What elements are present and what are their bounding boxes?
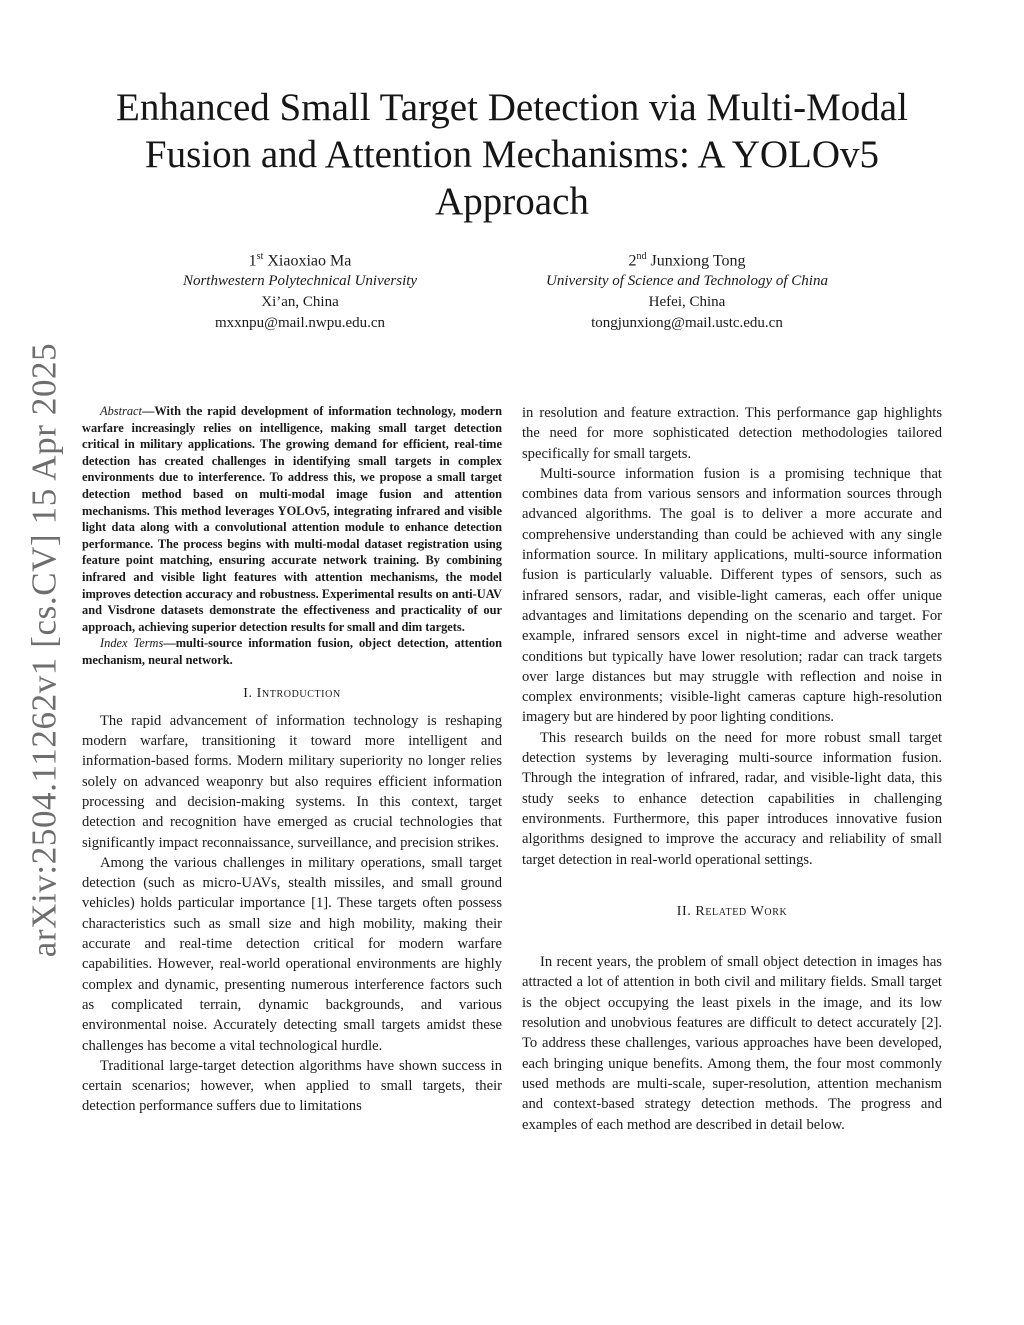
intro-paragraph-2: Among the various challenges in military operations, small target detection (such as micro-UAVs, stealth missiles, and small ground vehicles) holds particular importance [1]. These targets often possess characteristics such as small size and high mobility, making their accurate and real-time detection critical for modern warfare capabilities. However, real-world operational environments are highly complex and dynamic, presenting numerous interference factors such as complicated terrain, dynamic backgrounds, and various environmental noise. Accurately detecting small targets amidst these challenges has become a vital technological hurdle. [82, 854, 502, 1054]
index-terms: Index Terms—multi-source information fusion, object detection, attention mechanism, neural network. [82, 636, 502, 667]
intro-paragraph-4: Multi-source information fusion is a promising technique that combines data from various sensors and information sources through advanced algorithms. The goal is to deliver a more accurate and comprehensive understanding than could be achieved with any single information source. In military applications, multi-source information fusion is particularly valuable. Different types of sensors, such as infrared sensors, radar, and visible-light cameras, each offer unique advantages and limitations depending on the scenario and target. For example, infrared sensors excel in night-time and adverse weather conditions but typically have lower resolution; radar can track targets over large distances but may struggle with reflection and noise in complex environments; visible-light cameras capture high-resolution imagery but are hindered by poor lighting conditions. [522, 465, 942, 726]
intro-paragraph-5: This research builds on the need for more robust small target detection systems by leveraging multi-source information fusion. Through the integration of infrared, radar, and visible-light data, this study seeks to enhance detection capabilities in challenging environments. Furthermore, this paper introduces innovative fusion algorithms designed to improve the accuracy and reliability of small target detection in real-world operational settings. [522, 729, 942, 868]
author-name-line: 1st Xiaoxiao Ma [248, 251, 352, 270]
abstract: Abstract—With the rapid development of information technology, modern warfare increasingly relies on intelligence, making small target detection critical in military applications. The growing demand for efficient, real-time detection has created challenges in identifying small targets in complex environments due to interference. To address this, we propose a small target detection method based on multi-modal image fusion and attention mechanisms. This method leverages YOLOv5, integrating infrared and visible light data along with a convolutional attention module to enhance detection performance. The process begins with multi-modal dataset registration using feature point matching, ensuring accurate network training. By combining infrared and visible light features with attention mechanisms, the model improves detection accuracy and robustness. Experimental results on anti-UAV and Visdrone datasets demonstrate the effectiveness and practicality of our approach, achieving superior detection results for small and dim targets. [82, 404, 502, 634]
author-email: mxxnpu@mail.nwpu.edu.cn [214, 315, 386, 332]
left-column [82, 403, 502, 1117]
right-column [522, 403, 942, 1135]
section-heading-related-work: II. Related Work [676, 903, 788, 919]
intro-continuation: in resolution and feature extraction. This performance gap highlights the need for more sophisticated detection methodologies tailored specifically for small targets. [522, 405, 942, 462]
author-name: Xiaoxiao Ma [267, 252, 352, 270]
author-location: Xi’an, China [261, 294, 339, 311]
arxiv-id: arXiv:2504.11262v1 [cs.CV] 15 Apr 2025 [24, 342, 64, 958]
arxiv-stamp [12, 342, 76, 958]
author-email: tongjunxiong@mail.ustc.edu.cn [591, 315, 783, 332]
intro-paragraph-1: The rapid advancement of information technology is reshaping modern warfare, transitioning it toward more intelligent and information-based forms. Modern military superiority no longer relies solely on advanced weaponry but also requires efficient information processing and decision-making systems. In this context, target detection and recognition have emerged as crucial technologies that significantly impact reconnaissance, surveillance, and precision strikes. [82, 712, 502, 851]
author-location: Hefei, China [648, 294, 726, 311]
author-name: Junxiong Tong [650, 252, 746, 270]
intro-paragraph-3: Traditional large-target detection algorithms have shown success in certain scenarios; however, when applied to small targets, their detection performance suffers due to limitations [82, 1057, 502, 1115]
author-affiliation: University of Science and Technology of China [546, 273, 828, 290]
section-heading-introduction: I. Introduction [243, 685, 341, 701]
author-block-1 [80, 246, 520, 334]
related-work-paragraph-1: In recent years, the problem of small object detection in images has attracted a lot of attention in both civil and military fields. Small target is the object occupying the least pixels in the image, and its low resolution and unobvious features are difficult to detect accurately [2]. To address these challenges, various approaches have been developed, each bringing unique benefits. Among them, the four most commonly used methods are multi-scale, super-resolution, attention mechanism and context-based strategy detection methods. The progress and examples of each method are described in detail below. [522, 954, 942, 1133]
author-affiliation: Northwestern Polytechnical University [182, 273, 418, 290]
author-block-2 [467, 246, 907, 334]
paper-title: Enhanced Small Target Detection via Multi-Modal Fusion and Attention Mechanisms: A YOLOv5 Approach [116, 86, 908, 223]
author-name-line: 2nd Junxiong Tong [628, 251, 746, 270]
